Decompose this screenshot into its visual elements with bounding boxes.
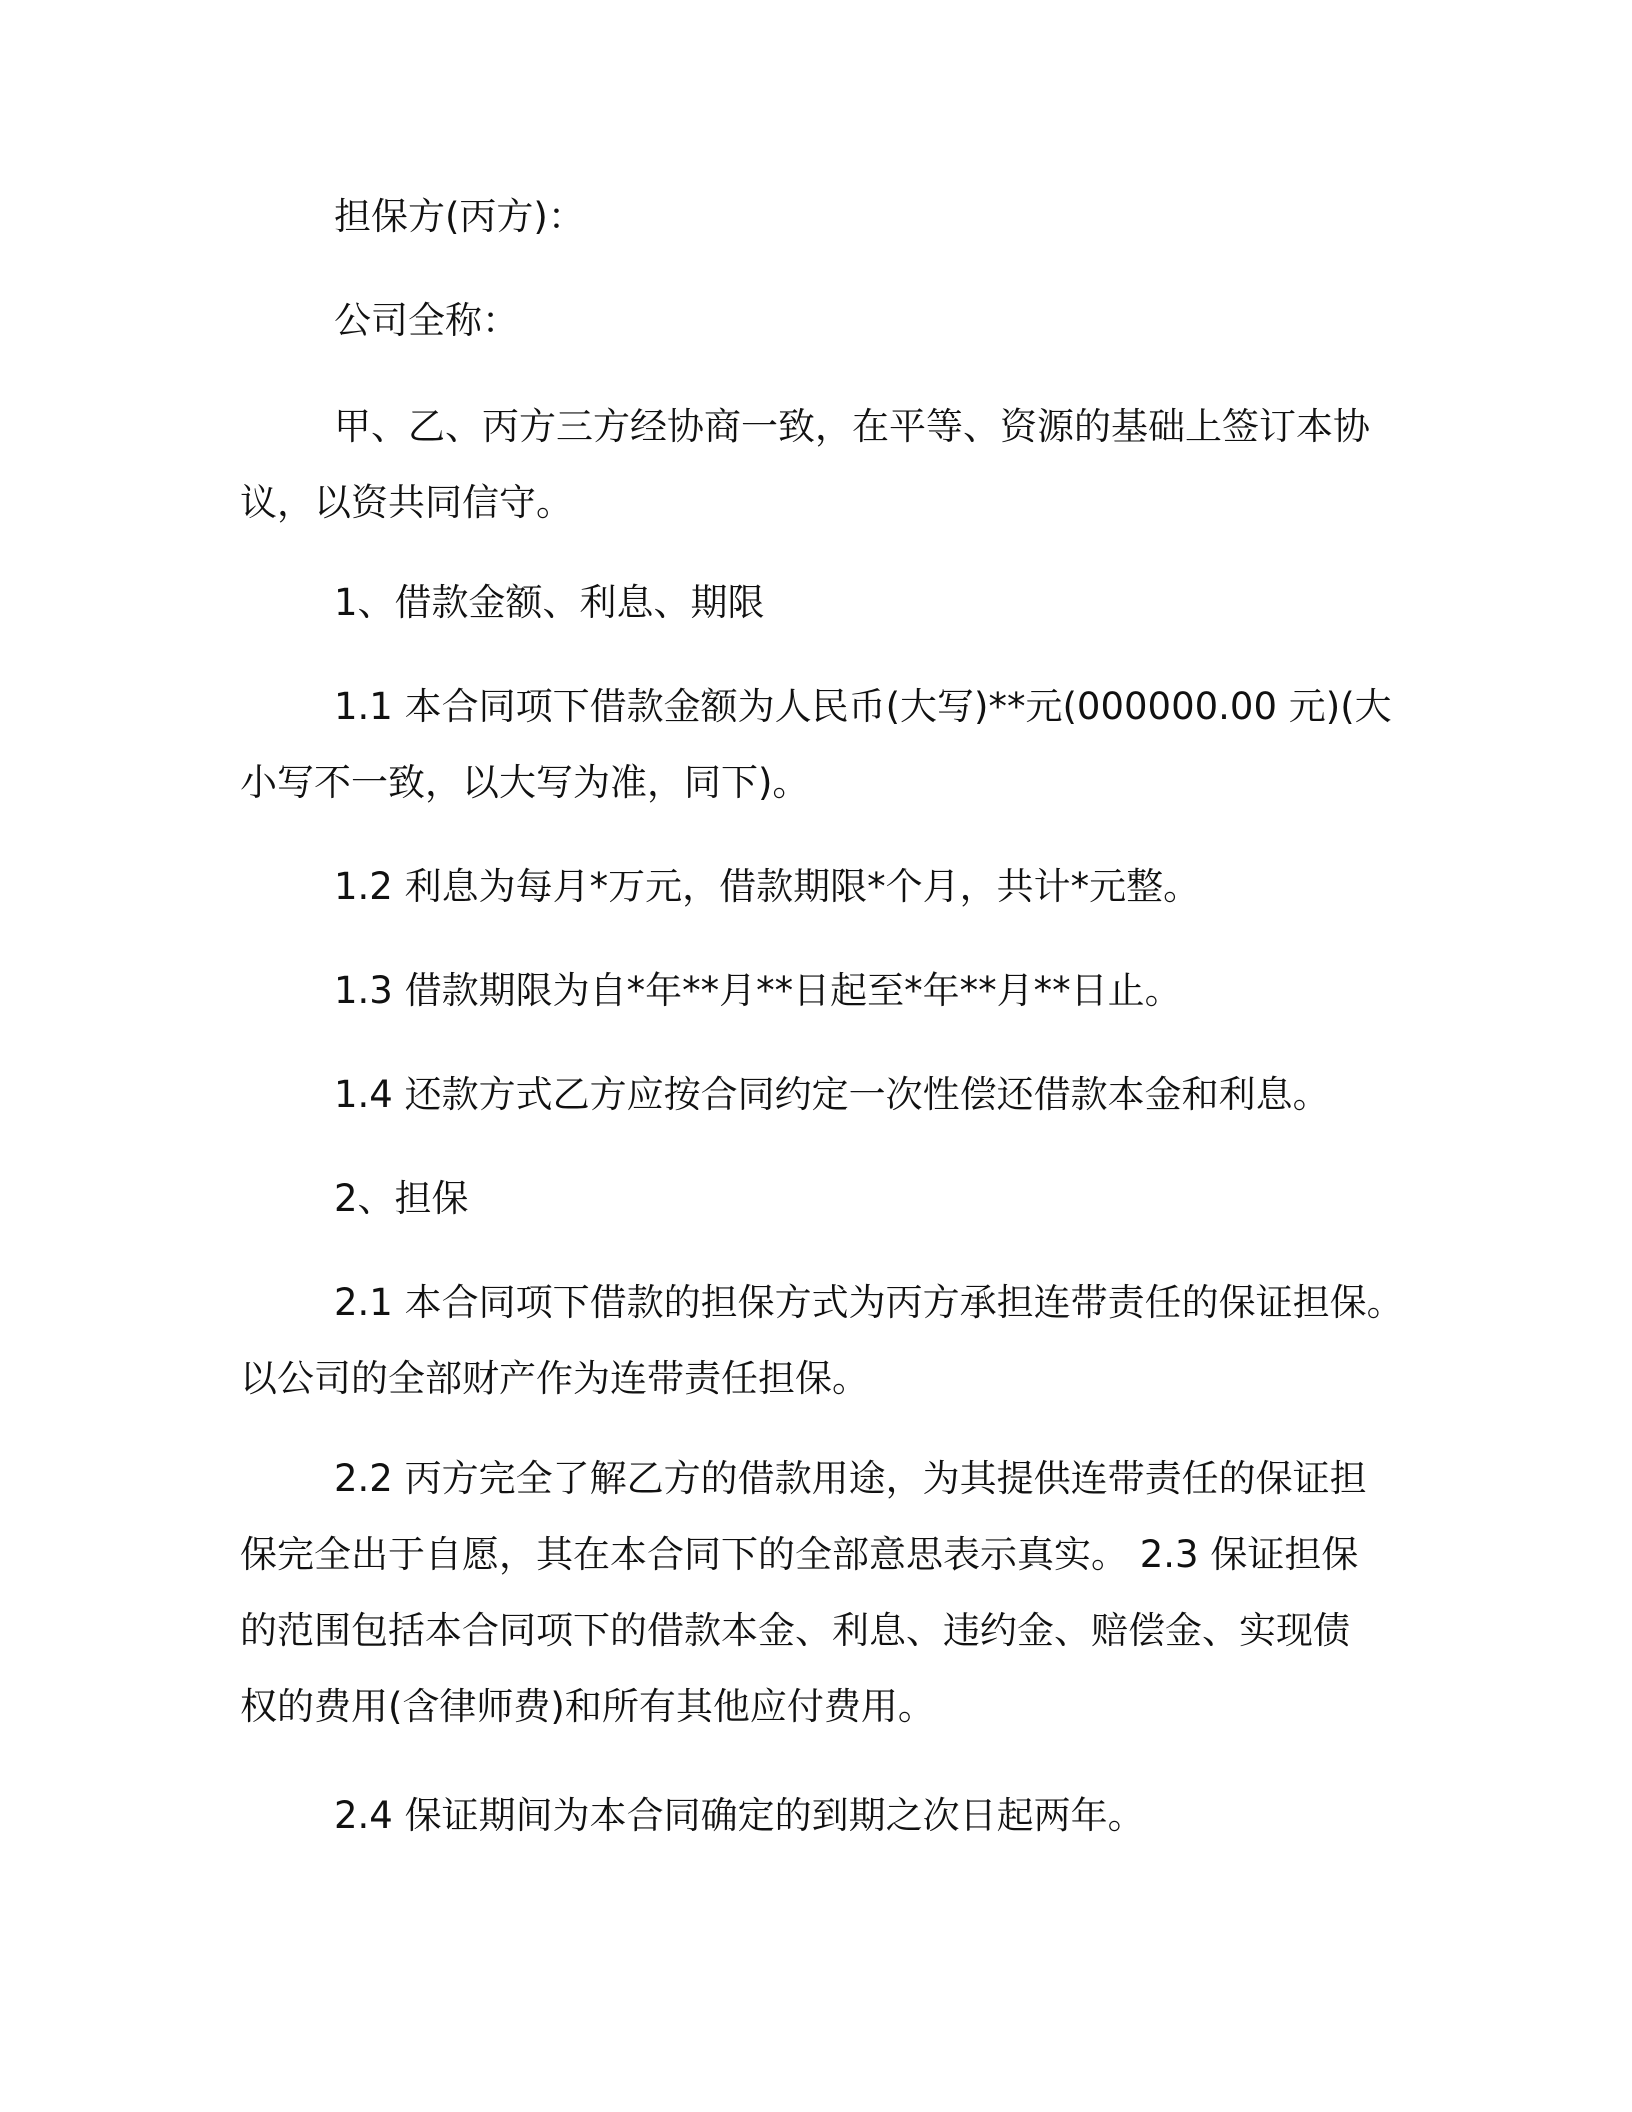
clause-1-2-paragraph	[240, 849, 1400, 925]
section-2-heading-text: 2、担保	[334, 1177, 469, 1220]
clause-2-2-line-4: 权的费用(含律师费)和所有其他应付费用。	[240, 1685, 935, 1728]
clause-1-1-line-1: 1.1 本合同项下借款金额为人民币(大写)**元(000000.00 元)(大	[334, 685, 1392, 728]
clause-2-1-paragraph	[240, 1265, 1404, 1417]
intro-paragraph	[240, 389, 1400, 541]
clause-1-4-paragraph	[240, 1057, 1400, 1133]
clause-1-2-text: 1.2 利息为每月*万元，借款期限*个月，共计*元整。	[334, 865, 1201, 908]
intro-line-1: 甲、乙、丙方三方经协商一致，在平等、资源的基础上签订本协	[334, 405, 1370, 448]
clause-2-1-line-1: 2.1 本合同项下借款的担保方式为丙方承担连带责任的保证担保。	[334, 1281, 1404, 1324]
clause-2-2-line-1: 2.2 丙方完全了解乙方的借款用途，为其提供连带责任的保证担	[334, 1457, 1367, 1500]
clause-2-4-paragraph	[240, 1778, 1400, 1854]
clause-2-2-line-2: 保完全出于自愿，其在本合同下的全部意思表示真实。 2.3 保证担保	[240, 1533, 1359, 1576]
guarantor-label-paragraph	[240, 179, 1400, 255]
clause-1-1-line-2: 小写不一致，以大写为准，同下)。	[240, 761, 810, 804]
clause-2-4-text: 2.4 保证期间为本合同确定的到期之次日起两年。	[334, 1794, 1145, 1837]
guarantor-label-text: 担保方(丙方)：	[334, 195, 585, 238]
section-1-heading-text: 1、借款金额、利息、期限	[334, 581, 765, 624]
clause-1-1-paragraph	[240, 669, 1400, 821]
company-full-name-paragraph	[240, 283, 1400, 359]
clause-1-3-paragraph	[240, 953, 1400, 1029]
intro-line-2: 议，以资共同信守。	[240, 481, 573, 524]
clause-2-2-paragraph	[240, 1441, 1400, 1745]
clause-2-2-line-3: 的范围包括本合同项下的借款本金、利息、违约金、赔偿金、实现债	[240, 1609, 1350, 1652]
section-1-heading	[240, 565, 1400, 641]
clause-2-1-line-2: 以公司的全部财产作为连带责任担保。	[240, 1357, 869, 1400]
clause-1-3-text: 1.3 借款期限为自*年**月**日起至*年**月**日止。	[334, 969, 1182, 1012]
company-full-name-text: 公司全称：	[334, 299, 519, 342]
section-2-heading	[240, 1161, 1400, 1237]
clause-1-4-text: 1.4 还款方式乙方应按合同约定一次性偿还借款本金和利息。	[334, 1073, 1330, 1116]
